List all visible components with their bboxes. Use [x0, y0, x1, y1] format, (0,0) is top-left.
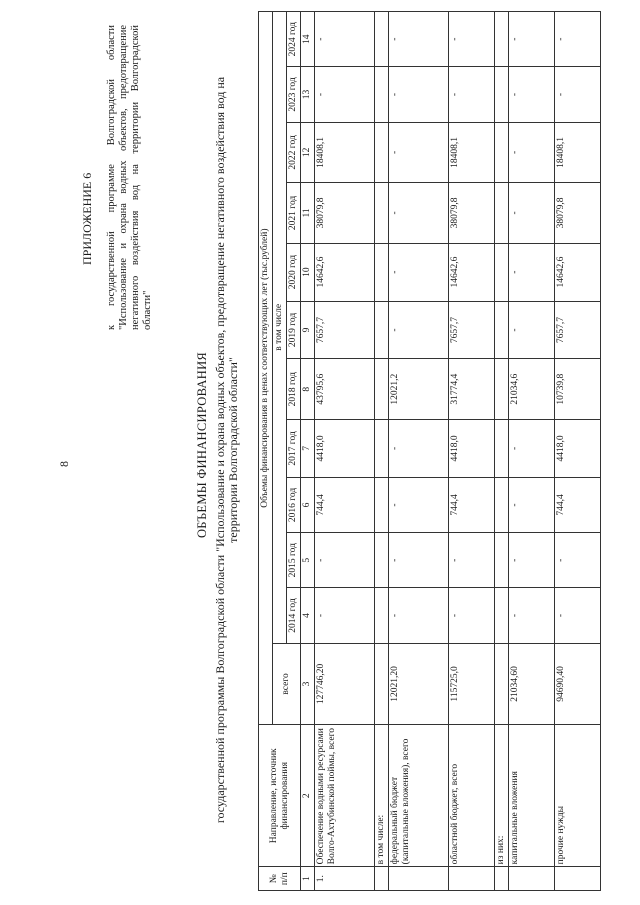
row-value	[375, 12, 389, 67]
column-number: 5	[301, 533, 315, 588]
column-number: 13	[301, 67, 315, 122]
row-name: областной бюджет, всего	[449, 725, 495, 867]
row-value: -	[389, 301, 449, 359]
column-number: 7	[301, 419, 315, 477]
column-number: 1	[301, 867, 315, 891]
row-value: 4418,0	[449, 419, 495, 477]
row-name: капитальные вложения	[509, 725, 555, 867]
row-name: в том числе:	[375, 725, 389, 867]
row-value: 38079,8	[315, 183, 375, 244]
row-value	[375, 122, 389, 183]
row-name: федеральный бюджет (капитальные вложения), всего	[389, 725, 449, 867]
column-number: 4	[301, 588, 315, 643]
row-value: 38079,8	[555, 183, 601, 244]
row-value: 4418,0	[555, 419, 601, 477]
column-number: 3	[301, 643, 315, 725]
row-value: 38079,8	[449, 183, 495, 244]
row-total	[495, 643, 509, 725]
row-value: -	[389, 122, 449, 183]
row-total: 21034,60	[509, 643, 555, 725]
row-value	[375, 301, 389, 359]
row-value: -	[555, 67, 601, 122]
table-row	[495, 12, 509, 891]
row-value: -	[449, 12, 495, 67]
row-value	[495, 183, 509, 244]
column-number: 12	[301, 122, 315, 183]
header-direction: Направление, источник финансирования	[259, 725, 301, 867]
column-number: 9	[301, 301, 315, 359]
header-year: 2023 год	[287, 67, 301, 122]
row-value: -	[555, 588, 601, 643]
row-value: -	[555, 533, 601, 588]
header-year: 2021 год	[287, 183, 301, 244]
column-number-row	[301, 12, 315, 891]
row-number	[375, 867, 389, 891]
row-total	[375, 643, 389, 725]
row-value	[375, 243, 389, 301]
row-value: 18408,1	[449, 122, 495, 183]
row-name: из них:	[495, 725, 509, 867]
row-value	[495, 67, 509, 122]
table-row	[375, 12, 389, 891]
row-value: -	[509, 477, 555, 532]
row-value	[495, 588, 509, 643]
row-value: -	[389, 419, 449, 477]
header-year: 2015 год	[287, 533, 301, 588]
row-total: 12021,20	[389, 643, 449, 725]
header-year: 2022 год	[287, 122, 301, 183]
header-year: 2020 год	[287, 243, 301, 301]
header-year: 2019 год	[287, 301, 301, 359]
row-value: -	[389, 67, 449, 122]
row-value	[495, 243, 509, 301]
row-value: 14642,6	[315, 243, 375, 301]
row-value: -	[509, 419, 555, 477]
row-value	[495, 359, 509, 420]
row-value: -	[509, 533, 555, 588]
header-volumes: Объемы финансирования в ценах соответствующих лет (тыс.рублей)	[259, 12, 273, 725]
row-number	[449, 867, 495, 891]
header-year: 2024 год	[287, 12, 301, 67]
row-value	[375, 588, 389, 643]
row-number	[495, 867, 509, 891]
header-year: 2017 год	[287, 419, 301, 477]
row-number	[389, 867, 449, 891]
row-value: 43795,6	[315, 359, 375, 420]
row-value: 7657,7	[315, 301, 375, 359]
row-value: 744,4	[555, 477, 601, 532]
row-name: прочие нужды	[555, 725, 601, 867]
row-value: -	[389, 12, 449, 67]
header-year: 2018 год	[287, 359, 301, 420]
table-body	[315, 12, 601, 891]
row-value: 744,4	[449, 477, 495, 532]
row-value: -	[315, 12, 375, 67]
row-value: -	[449, 588, 495, 643]
row-value	[375, 183, 389, 244]
row-value	[495, 12, 509, 67]
row-value: 744,4	[315, 477, 375, 532]
row-value: -	[509, 67, 555, 122]
row-value: -	[509, 12, 555, 67]
header-year: 2014 год	[287, 588, 301, 643]
row-value: -	[315, 67, 375, 122]
header-year: 2016 год	[287, 477, 301, 532]
row-value: 31774,4	[449, 359, 495, 420]
header-total: всего	[273, 643, 301, 725]
row-value	[495, 301, 509, 359]
row-value: 14642,6	[449, 243, 495, 301]
header-incl: в том числе	[273, 12, 287, 644]
table-row	[509, 12, 555, 891]
row-value: -	[315, 588, 375, 643]
row-value: 14642,6	[555, 243, 601, 301]
row-value: 12021,2	[389, 359, 449, 420]
document-subtitle: государственной программы Волгоградской области "Использование и охрана водных объектов, предотвращение негативного воздействия вод на территории Волгоградской области"	[213, 76, 240, 824]
row-value: 4418,0	[315, 419, 375, 477]
column-number: 2	[301, 725, 315, 867]
row-value: 7657,7	[449, 301, 495, 359]
row-total: 94690,40	[555, 643, 601, 725]
row-value: -	[509, 122, 555, 183]
document-title: ОБЪЕМЫ ФИНАНСИРОВАНИЯ	[195, 351, 209, 539]
row-value	[495, 533, 509, 588]
row-value: -	[389, 533, 449, 588]
row-value	[375, 533, 389, 588]
row-value: -	[389, 588, 449, 643]
column-number: 8	[301, 359, 315, 420]
row-value: -	[555, 12, 601, 67]
row-value: -	[509, 183, 555, 244]
appendix-text: к государственной программе Волгоградской области "Использование и охрана водных объектов, предотвращение негативного воздействия вод на территории Волгоградской области"	[106, 25, 153, 330]
table-row	[389, 12, 449, 891]
table-row	[315, 12, 375, 891]
row-value: -	[509, 588, 555, 643]
row-total: 127746,20	[315, 643, 375, 725]
row-value: 7657,7	[555, 301, 601, 359]
row-value	[375, 419, 389, 477]
row-value	[495, 419, 509, 477]
column-number: 6	[301, 477, 315, 532]
table-row	[555, 12, 601, 891]
header-num: № п/п	[259, 867, 301, 891]
row-value: -	[389, 183, 449, 244]
row-value	[375, 359, 389, 420]
financing-table	[258, 11, 601, 891]
row-value: -	[389, 243, 449, 301]
row-value: 18408,1	[315, 122, 375, 183]
column-number: 11	[301, 183, 315, 244]
row-number	[555, 867, 601, 891]
row-value	[375, 67, 389, 122]
row-number	[509, 867, 555, 891]
row-value: -	[449, 67, 495, 122]
column-number: 10	[301, 243, 315, 301]
row-value	[495, 122, 509, 183]
row-value: -	[509, 243, 555, 301]
row-value: 18408,1	[555, 122, 601, 183]
column-number: 14	[301, 12, 315, 67]
row-value: -	[315, 533, 375, 588]
row-value: -	[389, 477, 449, 532]
row-value: -	[509, 301, 555, 359]
appendix-title: ПРИЛОЖЕНИЕ 6	[80, 172, 94, 265]
row-name: Обеспечение водными ресурсами Волго-Ахтубинской поймы, всего	[315, 725, 375, 867]
page-number: 8	[57, 461, 71, 467]
row-value: 21034,6	[509, 359, 555, 420]
row-value	[495, 477, 509, 532]
row-total: 115725,0	[449, 643, 495, 725]
row-number: 1.	[315, 867, 375, 891]
row-value: -	[449, 533, 495, 588]
row-value	[375, 477, 389, 532]
row-value: 10739,8	[555, 359, 601, 420]
table-row	[449, 12, 495, 891]
